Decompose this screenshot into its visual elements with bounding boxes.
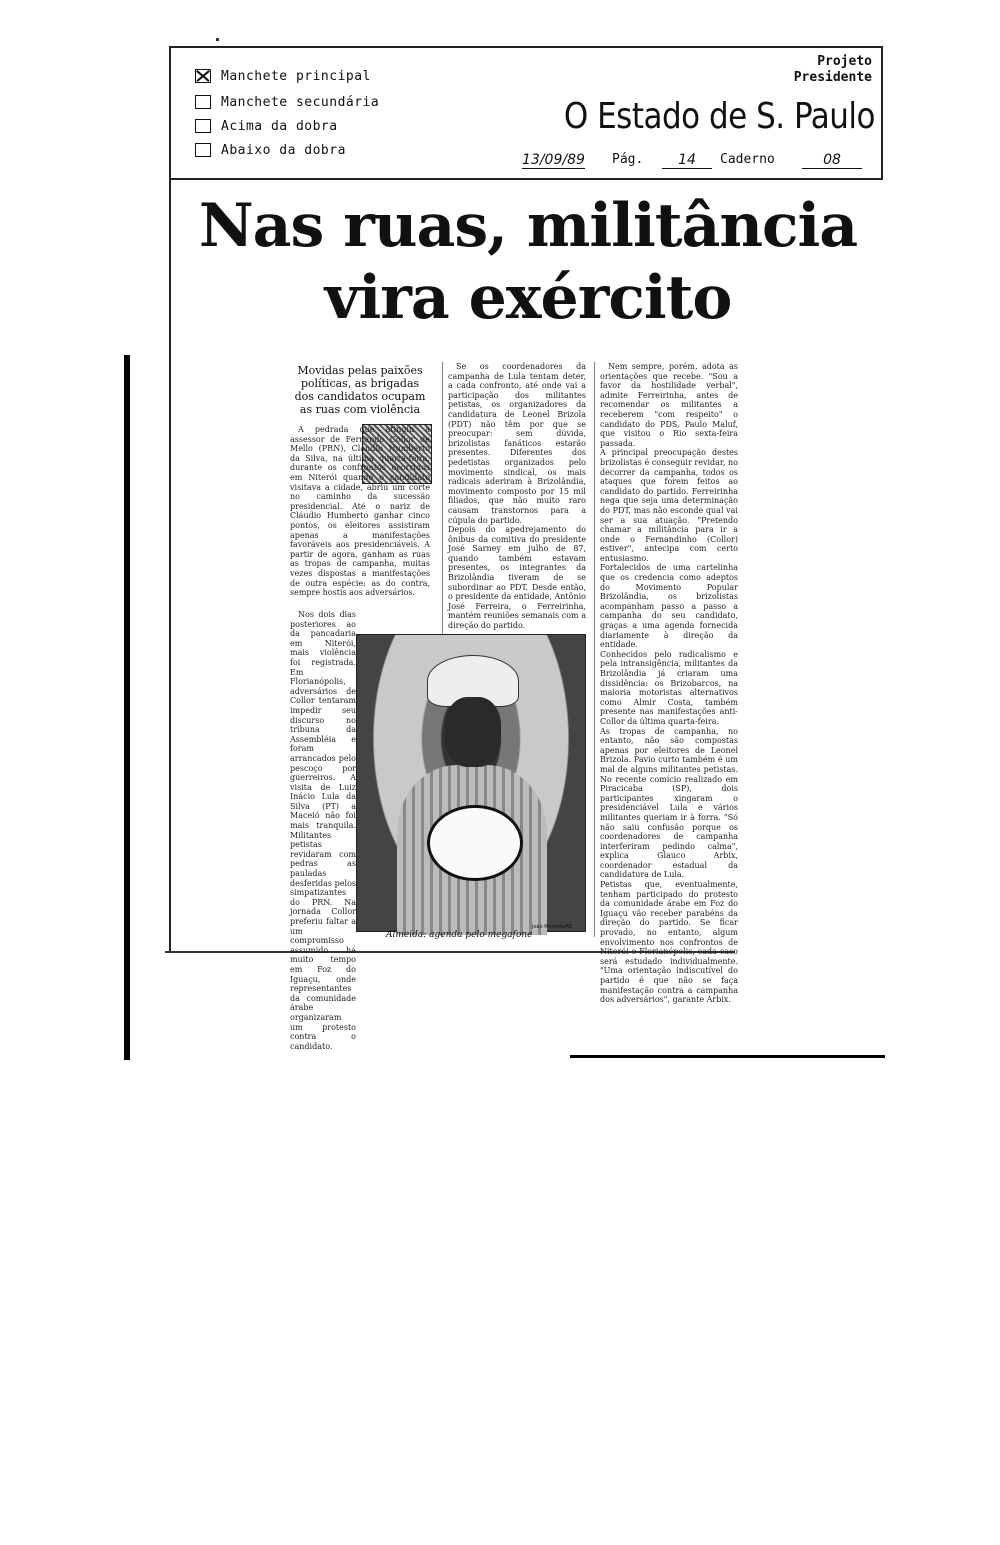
checkbox-row-manchete-secundaria[interactable] [195,92,379,112]
scan-edge-bottom [570,1055,885,1058]
page-number: 14 [662,152,712,169]
paragraph: Nem sempre, porém, adota as orientações que recebe. "Sou a favor da hostilidade verbal", admite Ferreirinha, antes de recomendar os militantes a receberem "com respeito" o candidato do PDS, Paulo Maluf, que visitou o Rio sexta-feira passada. A principal preocupação destes brizolistas é conseguir revidar, no decorrer da campanha, todos os ataques que forem feitos ao candidato do partido. Ferreirinha nega que seja uma determinação do PDT, mas não esconde qual vai ser a sua atuação. "Pretendo chamar a militância para ir a onde o Fernandinho (Collor) estiver", antecipa com certo entusiasmo. Fortalecidos de uma cartelinha que os credencia como adeptos do Movimento Popular Brizolândia, os brizolistas acompanham passo a passo a campanha do seu candidato, graças a uma agenda fornecida diariamente à direção da entidade. Conhecidos pelo radicalismo e pela intransigência, militantes da Brizolândia já criaram uma dissidência: os Brizobarcos, na maioria motoristas alternativos como Almir Costa, também presente nas manifestações anti-Collor da última quarta-feira. As tropas de campanha, no entanto, não são compostas apenas por eleitores de Leonel Brizola. Pavio curto também é um mal de alguns militantes petistas. No recente comício realizado em Piracicaba (SP), dois participantes xingaram o presidenciável Lula e vários militantes queriam ir à forra. "Só não saiu confusão porque os coordenadores de campanha interferiram pedindo calma", explica Glauco Arbix, coordenador estadual da candidatura de Lula. Petistas que, eventualmente, tenham participado do protesto da comunidade árabe em Foz do Iguaçu vão receber parabéns da direção do partido. Se ficar provado, no entanto, algum envolvimento nos confrontos de Niterói e Florianópolis, cada caso será estudado individualmente. "Uma orientação indiscutível do partido é que não se faça manifestação contra a campanha dos adversários", garante Arbix. [600,362,738,1005]
section-number: 08 [802,152,862,169]
page-label: Pág. [612,152,644,167]
checkbox-row-manchete-principal[interactable] [195,66,371,86]
article-photo [356,634,586,932]
article-column-2 [448,362,586,631]
headline-line-1: Nas ruas, militância [198,191,858,261]
column-rule [594,362,595,937]
paragraph: A pedrada que atingiu a assessor de Fernando Collor de Mello (PRN), Cláudio Humberto da Silva, na última quarta-feira, durante os confrontos ocorridos em Niterói quando o candidato visitava a cidade, abriu um corte no caminho da sucessão presidencial. Até o nariz de Cláudio Humberto ganhar cinco pontos, os eleitores assistiram apenas a manifestações favoráveis aos presidenciáveis. A partir de agora, ganham as ruas as tropas de campanha, muitas vezes dispostas a manifestações de outra espécie: as do contra, sempre hostis aos adversários. [290,425,430,598]
frame-line-right [881,46,883,178]
newspaper-name: O Estado de S. Paulo [563,96,875,138]
article-headline [178,190,878,334]
checkbox-label: Manchete secundária [221,94,380,110]
checkbox-label: Acima da dobra [221,118,338,134]
article-subhead: Movidas pelas paixões políticas, as brigadas dos candidatos ocupam as ruas com violência [294,364,426,416]
unchecked-box-icon[interactable] [195,119,211,133]
paragraph: Se os coordenadores da campanha de Lula tentam deter, a cada confronto, até onde vai a participação dos militantes petistas, os organizadores da candidatura de Leonel Brizola (PDT) não têm por que se preocupar: sem dúvida, brizolistas fanáticos estarão presentes. Diferentes dos pedetistas organizados pelo movimento sindical, os mais radicais aderiram à Brizolândia, movimento composto por 15 mil filiados, que não muito raro causam transtornos para a cúpula do partido. Depois do apedrejamento do ônibus da comitiva do presidente José Sarney em julho de 87, quando também estavam presentes, os integrantes da Brizolândia tiveram de se subordinar ao PDT. Desde então, o presidente da entidade, Antônio José Ferreira, o Ferreirinha, mantém reuniões semanais com a direção do partido. [448,362,586,631]
section-label: Caderno [720,152,775,167]
checkbox-label: Abaixo da dobra [221,142,346,158]
checkbox-row-acima-da-dobra[interactable] [195,116,338,136]
scan-edge-left [124,355,130,1060]
publication-meta [520,152,880,176]
frame-line-left [169,46,171,952]
checked-box-icon[interactable] [195,69,211,83]
photo-credit: João Marcelo/AE [532,924,573,930]
article-column-3 [600,362,738,1005]
photo-megaphone [427,805,523,881]
photo-caption: Almeida: agenda pelo megafone [386,930,533,940]
frame-line-top [170,46,883,48]
header-divider [170,178,883,180]
publication-date: 13/09/89 [522,152,585,168]
photo-figure-face [445,697,501,767]
project-line-2: Presidente [793,70,872,85]
unchecked-box-icon[interactable] [195,143,211,157]
headline-line-2: vira exército [324,263,732,333]
unchecked-box-icon[interactable] [195,95,211,109]
paragraph: Nos dois dias posteriores ao da pancadaria em Niterói, mais violência foi registrada. Em Florianópolis, adversários de Collor tentaram impedir seu discurso no tribuna da Assembléia e foram arrancados pelo pescoço por guerreiros. A visita de Luiz Inácio Lula da Silva (PT) a Maceió não foi mais tranquila. Militantes petistas revidaram com pedras as pauladas desferidas pelos simpatizantes do PRN. Na jornada Collor preferiu faltar a um compromisso assumido há muito tempo em Foz do Iguaçu, onde representantes da comunidade árabe organizaram um protesto contra o candidato. [290,610,356,1051]
article-column-1-top [290,425,430,610]
scan-speck [216,38,219,41]
checkbox-label: Manchete principal [221,68,371,84]
project-label [794,54,872,86]
checkbox-row-abaixo-da-dobra[interactable] [195,140,346,160]
article-column-1-bottom [290,610,356,1051]
project-line-1: Projeto [817,54,872,69]
